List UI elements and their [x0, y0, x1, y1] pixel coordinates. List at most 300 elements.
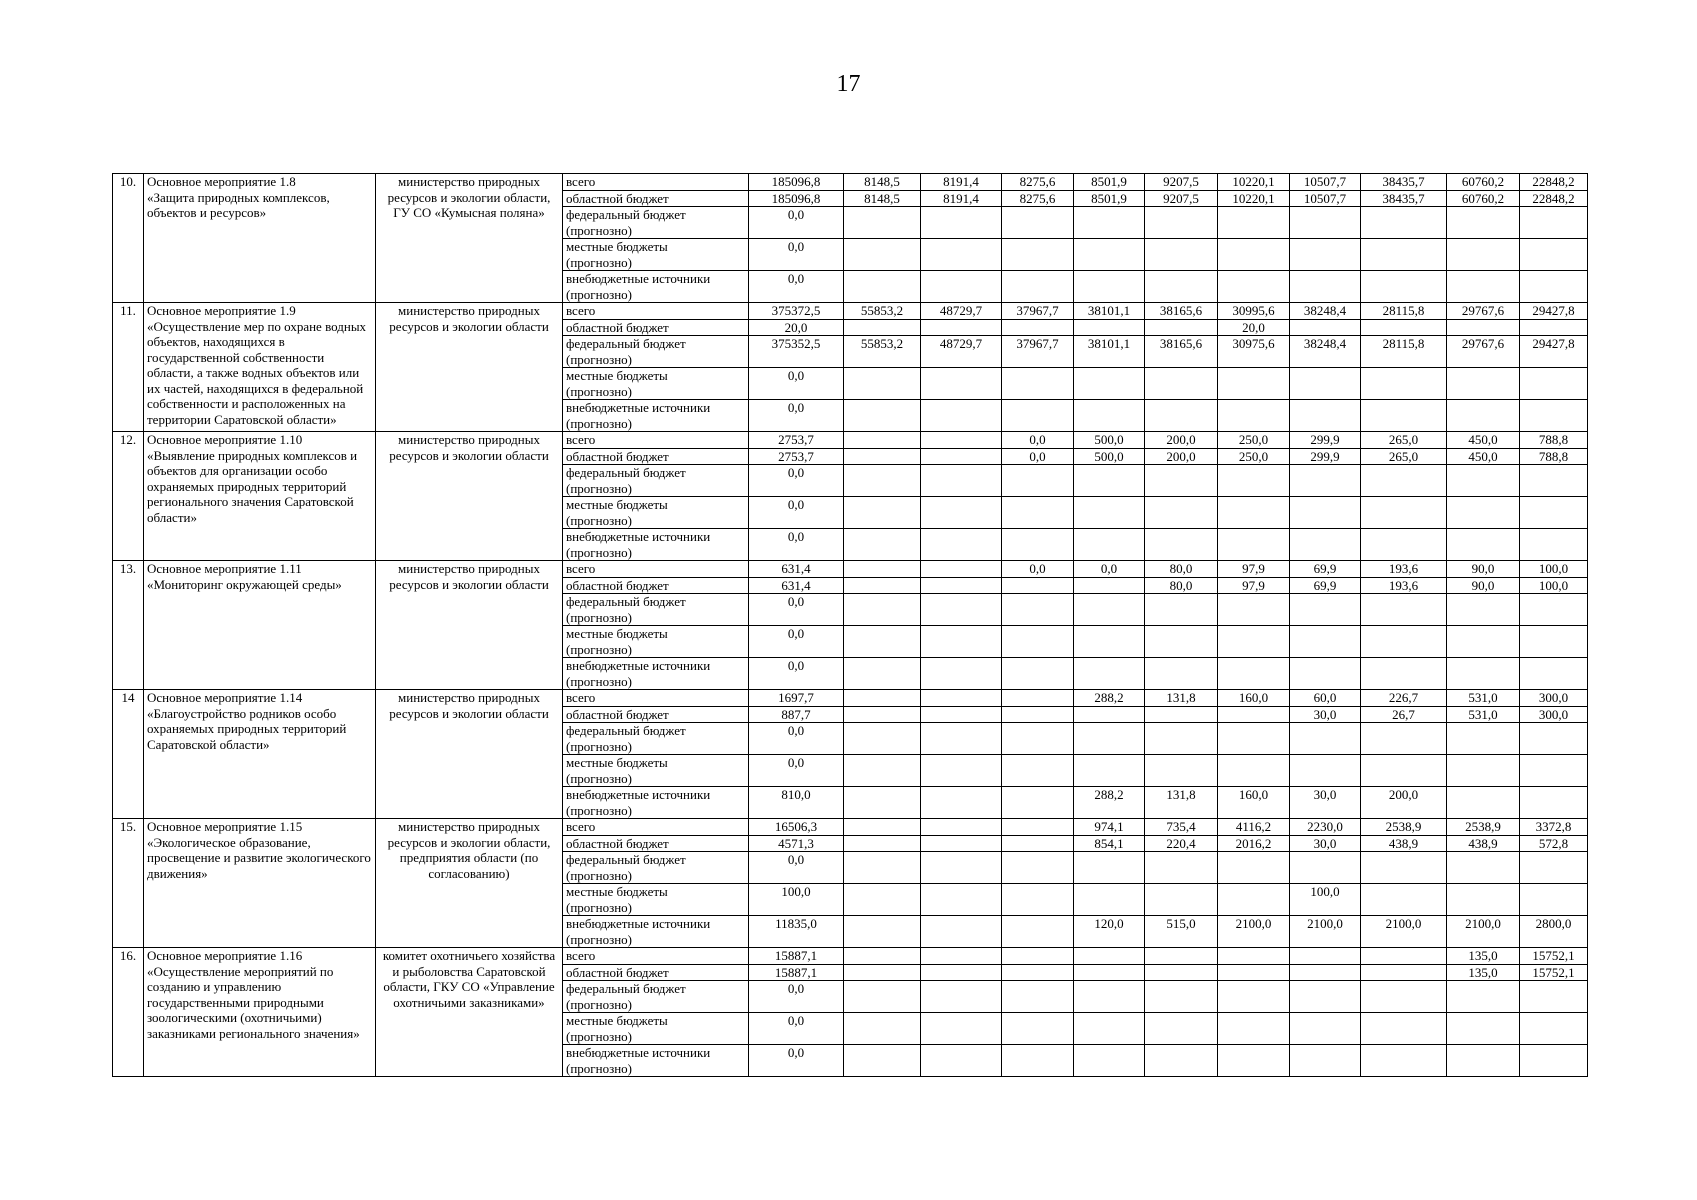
- total-cell: 1697,7: [749, 690, 844, 707]
- year-value-cell: [1074, 1013, 1145, 1045]
- year-value-cell: [1074, 981, 1145, 1013]
- year-value-cell: 2100,0: [1447, 916, 1520, 948]
- year-value-cell: [1361, 594, 1447, 626]
- year-value-cell: [1520, 239, 1588, 271]
- year-value-cell: [1520, 852, 1588, 884]
- year-value-cell: [1145, 400, 1218, 432]
- year-value-cell: [1290, 981, 1361, 1013]
- table-row: [113, 690, 1588, 707]
- year-value-cell: 20,0: [1218, 319, 1290, 336]
- budget-table: [112, 173, 1588, 1077]
- year-value-cell: [1447, 400, 1520, 432]
- year-value-cell: [844, 706, 921, 723]
- year-value-cell: [1218, 529, 1290, 561]
- funding-source: всего: [563, 948, 749, 965]
- row-number: 10.: [113, 174, 144, 303]
- year-value-cell: [921, 964, 1002, 981]
- year-value-cell: 60760,2: [1447, 190, 1520, 207]
- year-value-cell: [921, 626, 1002, 658]
- year-value-cell: [1447, 981, 1520, 1013]
- event-name: Основное мероприятие 1.9 «Осуществление мер по охране водных объектов, находящихся в государственной собственности области, а также водных объектов или их частей, находящихся в федеральной собственности и расположенных на территории Саратовской области»: [144, 303, 376, 432]
- year-value-cell: 15752,1: [1520, 948, 1588, 965]
- year-value-cell: [1447, 497, 1520, 529]
- year-value-cell: [1002, 706, 1074, 723]
- year-value-cell: [921, 529, 1002, 561]
- total-cell: 0,0: [749, 626, 844, 658]
- year-value-cell: [1290, 1045, 1361, 1077]
- year-value-cell: [1218, 400, 1290, 432]
- year-value-cell: [921, 368, 1002, 400]
- year-value-cell: 250,0: [1218, 432, 1290, 449]
- year-value-cell: [1361, 271, 1447, 303]
- event-name: Основное мероприятие 1.15 «Экологическое образование, просвещение и развитие экологического движения»: [144, 819, 376, 948]
- funding-source: областной бюджет: [563, 190, 749, 207]
- funding-source: всего: [563, 819, 749, 836]
- year-value-cell: [1074, 964, 1145, 981]
- year-value-cell: 250,0: [1218, 448, 1290, 465]
- year-value-cell: 160,0: [1218, 690, 1290, 707]
- year-value-cell: [1002, 835, 1074, 852]
- year-value-cell: 135,0: [1447, 964, 1520, 981]
- year-value-cell: 0,0: [1002, 561, 1074, 578]
- year-value-cell: [1361, 755, 1447, 787]
- year-value-cell: [1218, 884, 1290, 916]
- year-value-cell: [921, 658, 1002, 690]
- year-value-cell: 265,0: [1361, 448, 1447, 465]
- year-value-cell: 8501,9: [1074, 174, 1145, 191]
- year-value-cell: [921, 239, 1002, 271]
- year-value-cell: 100,0: [1290, 884, 1361, 916]
- year-value-cell: [1002, 594, 1074, 626]
- year-value-cell: 37967,7: [1002, 303, 1074, 320]
- year-value-cell: 29767,6: [1447, 303, 1520, 320]
- total-cell: 11835,0: [749, 916, 844, 948]
- year-value-cell: [1002, 1045, 1074, 1077]
- year-value-cell: 131,8: [1145, 690, 1218, 707]
- year-value-cell: 38165,6: [1145, 303, 1218, 320]
- year-value-cell: [844, 448, 921, 465]
- total-cell: 16506,3: [749, 819, 844, 836]
- year-value-cell: [1002, 948, 1074, 965]
- year-value-cell: [844, 755, 921, 787]
- year-value-cell: [921, 319, 1002, 336]
- year-value-cell: [844, 577, 921, 594]
- year-value-cell: [1002, 755, 1074, 787]
- total-cell: 0,0: [749, 529, 844, 561]
- year-value-cell: 226,7: [1361, 690, 1447, 707]
- year-value-cell: 100,0: [1520, 561, 1588, 578]
- year-value-cell: 160,0: [1218, 787, 1290, 819]
- year-value-cell: [1520, 884, 1588, 916]
- year-value-cell: [1218, 1013, 1290, 1045]
- year-value-cell: [1520, 368, 1588, 400]
- year-value-cell: [1361, 400, 1447, 432]
- table-row: [113, 948, 1588, 965]
- year-value-cell: 135,0: [1447, 948, 1520, 965]
- year-value-cell: [1074, 271, 1145, 303]
- funding-source: федеральный бюджет (прогнозно): [563, 207, 749, 239]
- funding-source: внебюджетные источники (прогнозно): [563, 658, 749, 690]
- year-value-cell: [1447, 1013, 1520, 1045]
- year-value-cell: 299,9: [1290, 432, 1361, 449]
- year-value-cell: [844, 561, 921, 578]
- total-cell: 4571,3: [749, 835, 844, 852]
- year-value-cell: [1002, 1013, 1074, 1045]
- year-value-cell: [1145, 529, 1218, 561]
- year-value-cell: [844, 884, 921, 916]
- funding-source: внебюджетные источники (прогнозно): [563, 271, 749, 303]
- total-cell: 0,0: [749, 755, 844, 787]
- year-value-cell: [1290, 948, 1361, 965]
- year-value-cell: [1002, 239, 1074, 271]
- year-value-cell: [1218, 239, 1290, 271]
- executor: министерство природных ресурсов и экологии области, предприятия области (по согласованию): [376, 819, 563, 948]
- year-value-cell: [844, 271, 921, 303]
- year-value-cell: 55853,2: [844, 303, 921, 320]
- year-value-cell: [1074, 577, 1145, 594]
- year-value-cell: [844, 723, 921, 755]
- year-value-cell: 450,0: [1447, 448, 1520, 465]
- year-value-cell: [1218, 465, 1290, 497]
- year-value-cell: [1290, 852, 1361, 884]
- year-value-cell: 30975,6: [1218, 336, 1290, 368]
- year-value-cell: 97,9: [1218, 577, 1290, 594]
- year-value-cell: 120,0: [1074, 916, 1145, 948]
- year-value-cell: [1074, 626, 1145, 658]
- year-value-cell: [1447, 723, 1520, 755]
- year-value-cell: [1074, 1045, 1145, 1077]
- year-value-cell: [1447, 207, 1520, 239]
- year-value-cell: [1002, 207, 1074, 239]
- year-value-cell: [1074, 239, 1145, 271]
- year-value-cell: 531,0: [1447, 690, 1520, 707]
- event-name: Основное мероприятие 1.14 «Благоустройство родников особо охраняемых природных территорий Саратовской области»: [144, 690, 376, 819]
- year-value-cell: [844, 1013, 921, 1045]
- year-value-cell: 10507,7: [1290, 190, 1361, 207]
- year-value-cell: [1145, 207, 1218, 239]
- year-value-cell: 4116,2: [1218, 819, 1290, 836]
- year-value-cell: [921, 884, 1002, 916]
- year-value-cell: [1361, 852, 1447, 884]
- year-value-cell: [1290, 594, 1361, 626]
- row-number: 16.: [113, 948, 144, 1077]
- year-value-cell: [1520, 271, 1588, 303]
- year-value-cell: [1520, 594, 1588, 626]
- year-value-cell: 531,0: [1447, 706, 1520, 723]
- year-value-cell: [1002, 368, 1074, 400]
- event-name: Основное мероприятие 1.8 «Защита природных комплексов, объектов и ресурсов»: [144, 174, 376, 303]
- total-cell: 0,0: [749, 271, 844, 303]
- year-value-cell: [1074, 529, 1145, 561]
- year-value-cell: [1447, 755, 1520, 787]
- year-value-cell: [1074, 368, 1145, 400]
- year-value-cell: [1520, 1013, 1588, 1045]
- year-value-cell: 38101,1: [1074, 303, 1145, 320]
- funding-source: всего: [563, 561, 749, 578]
- year-value-cell: [1361, 658, 1447, 690]
- year-value-cell: 29427,8: [1520, 336, 1588, 368]
- year-value-cell: [921, 207, 1002, 239]
- year-value-cell: 8191,4: [921, 174, 1002, 191]
- table-body: [113, 174, 1588, 1077]
- year-value-cell: 299,9: [1290, 448, 1361, 465]
- year-value-cell: [1145, 239, 1218, 271]
- year-value-cell: [844, 819, 921, 836]
- year-value-cell: [844, 852, 921, 884]
- year-value-cell: 90,0: [1447, 577, 1520, 594]
- year-value-cell: [1290, 755, 1361, 787]
- year-value-cell: [1145, 1045, 1218, 1077]
- year-value-cell: [1002, 577, 1074, 594]
- year-value-cell: 30,0: [1290, 787, 1361, 819]
- year-value-cell: [1218, 594, 1290, 626]
- year-value-cell: [844, 916, 921, 948]
- year-value-cell: [1002, 819, 1074, 836]
- row-number: 11.: [113, 303, 144, 432]
- year-value-cell: [1290, 529, 1361, 561]
- year-value-cell: [1145, 723, 1218, 755]
- funding-source: федеральный бюджет (прогнозно): [563, 465, 749, 497]
- year-value-cell: [1074, 497, 1145, 529]
- year-value-cell: [1520, 626, 1588, 658]
- executor: министерство природных ресурсов и экологии области: [376, 561, 563, 690]
- year-value-cell: 438,9: [1361, 835, 1447, 852]
- year-value-cell: [1002, 626, 1074, 658]
- year-value-cell: [1002, 690, 1074, 707]
- year-value-cell: [1520, 529, 1588, 561]
- year-value-cell: [1447, 271, 1520, 303]
- year-value-cell: 0,0: [1074, 561, 1145, 578]
- year-value-cell: [921, 787, 1002, 819]
- year-value-cell: [844, 497, 921, 529]
- year-value-cell: 854,1: [1074, 835, 1145, 852]
- year-value-cell: [1218, 1045, 1290, 1077]
- year-value-cell: [844, 690, 921, 707]
- year-value-cell: [921, 690, 1002, 707]
- year-value-cell: [1145, 884, 1218, 916]
- funding-source: всего: [563, 690, 749, 707]
- year-value-cell: 60760,2: [1447, 174, 1520, 191]
- year-value-cell: [1145, 626, 1218, 658]
- year-value-cell: [844, 594, 921, 626]
- funding-source: областной бюджет: [563, 835, 749, 852]
- year-value-cell: 2100,0: [1361, 916, 1447, 948]
- year-value-cell: [1002, 852, 1074, 884]
- year-value-cell: [921, 577, 1002, 594]
- total-cell: 185096,8: [749, 190, 844, 207]
- year-value-cell: [1145, 948, 1218, 965]
- year-value-cell: [1447, 658, 1520, 690]
- year-value-cell: [1218, 207, 1290, 239]
- year-value-cell: [1145, 271, 1218, 303]
- year-value-cell: [1290, 207, 1361, 239]
- total-cell: 2753,7: [749, 432, 844, 449]
- year-value-cell: 8148,5: [844, 174, 921, 191]
- total-cell: 15887,1: [749, 964, 844, 981]
- year-value-cell: [1361, 964, 1447, 981]
- year-value-cell: [1361, 884, 1447, 916]
- year-value-cell: [921, 1013, 1002, 1045]
- year-value-cell: [844, 835, 921, 852]
- funding-source: областной бюджет: [563, 448, 749, 465]
- funding-source: областной бюджет: [563, 319, 749, 336]
- year-value-cell: 38101,1: [1074, 336, 1145, 368]
- year-value-cell: 69,9: [1290, 577, 1361, 594]
- row-number: 12.: [113, 432, 144, 561]
- funding-source: федеральный бюджет (прогнозно): [563, 981, 749, 1013]
- year-value-cell: [844, 400, 921, 432]
- year-value-cell: [1520, 465, 1588, 497]
- page-number: 17: [836, 71, 861, 97]
- year-value-cell: [1002, 497, 1074, 529]
- year-value-cell: [1002, 787, 1074, 819]
- year-value-cell: [1145, 981, 1218, 1013]
- year-value-cell: [1145, 1013, 1218, 1045]
- year-value-cell: [1218, 981, 1290, 1013]
- year-value-cell: 288,2: [1074, 690, 1145, 707]
- funding-source: внебюджетные источники (прогнозно): [563, 787, 749, 819]
- year-value-cell: [1074, 465, 1145, 497]
- year-value-cell: 28115,8: [1361, 336, 1447, 368]
- year-value-cell: [1447, 884, 1520, 916]
- table-row: [113, 819, 1588, 836]
- year-value-cell: [1218, 852, 1290, 884]
- year-value-cell: 26,7: [1361, 706, 1447, 723]
- year-value-cell: [1145, 852, 1218, 884]
- executor: министерство природных ресурсов и экологии области: [376, 690, 563, 819]
- year-value-cell: [1361, 319, 1447, 336]
- year-value-cell: [1290, 239, 1361, 271]
- year-value-cell: [921, 561, 1002, 578]
- table-row: [113, 432, 1588, 449]
- year-value-cell: [844, 239, 921, 271]
- year-value-cell: [1290, 723, 1361, 755]
- year-value-cell: [1074, 319, 1145, 336]
- year-value-cell: 288,2: [1074, 787, 1145, 819]
- year-value-cell: [1520, 207, 1588, 239]
- year-value-cell: [844, 948, 921, 965]
- year-value-cell: [1002, 916, 1074, 948]
- year-value-cell: [921, 835, 1002, 852]
- row-number: 14: [113, 690, 144, 819]
- funding-source: областной бюджет: [563, 577, 749, 594]
- year-value-cell: 974,1: [1074, 819, 1145, 836]
- year-value-cell: [1074, 400, 1145, 432]
- year-value-cell: [921, 981, 1002, 1013]
- year-value-cell: [921, 465, 1002, 497]
- year-value-cell: [1361, 723, 1447, 755]
- year-value-cell: [1002, 981, 1074, 1013]
- year-value-cell: [1361, 626, 1447, 658]
- total-cell: 887,7: [749, 706, 844, 723]
- year-value-cell: [1074, 706, 1145, 723]
- year-value-cell: [921, 432, 1002, 449]
- funding-source: местные бюджеты (прогнозно): [563, 755, 749, 787]
- year-value-cell: 265,0: [1361, 432, 1447, 449]
- year-value-cell: 9207,5: [1145, 174, 1218, 191]
- executor: министерство природных ресурсов и экологии области: [376, 303, 563, 432]
- year-value-cell: [1218, 948, 1290, 965]
- funding-source: внебюджетные источники (прогнозно): [563, 529, 749, 561]
- year-value-cell: 38165,6: [1145, 336, 1218, 368]
- year-value-cell: 97,9: [1218, 561, 1290, 578]
- year-value-cell: [1361, 1013, 1447, 1045]
- year-value-cell: [1145, 594, 1218, 626]
- year-value-cell: [921, 448, 1002, 465]
- year-value-cell: 788,8: [1520, 448, 1588, 465]
- year-value-cell: [1002, 529, 1074, 561]
- year-value-cell: 0,0: [1002, 448, 1074, 465]
- table-row: [113, 303, 1588, 320]
- year-value-cell: [1074, 755, 1145, 787]
- year-value-cell: 200,0: [1361, 787, 1447, 819]
- year-value-cell: [1361, 529, 1447, 561]
- year-value-cell: 735,4: [1145, 819, 1218, 836]
- year-value-cell: [1447, 529, 1520, 561]
- year-value-cell: [844, 1045, 921, 1077]
- funding-source: местные бюджеты (прогнозно): [563, 626, 749, 658]
- year-value-cell: [1447, 626, 1520, 658]
- year-value-cell: 55853,2: [844, 336, 921, 368]
- year-value-cell: 60,0: [1290, 690, 1361, 707]
- year-value-cell: 8501,9: [1074, 190, 1145, 207]
- year-value-cell: [844, 626, 921, 658]
- year-value-cell: [921, 723, 1002, 755]
- year-value-cell: [921, 400, 1002, 432]
- total-cell: 0,0: [749, 207, 844, 239]
- year-value-cell: [1447, 319, 1520, 336]
- year-value-cell: [1145, 755, 1218, 787]
- year-value-cell: [844, 529, 921, 561]
- year-value-cell: 90,0: [1447, 561, 1520, 578]
- year-value-cell: 200,0: [1145, 448, 1218, 465]
- year-value-cell: [1290, 368, 1361, 400]
- total-cell: 0,0: [749, 1045, 844, 1077]
- year-value-cell: 28115,8: [1361, 303, 1447, 320]
- year-value-cell: 38248,4: [1290, 303, 1361, 320]
- year-value-cell: [1074, 658, 1145, 690]
- table-row: [113, 561, 1588, 578]
- year-value-cell: [921, 594, 1002, 626]
- year-value-cell: 3372,8: [1520, 819, 1588, 836]
- year-value-cell: 8275,6: [1002, 174, 1074, 191]
- year-value-cell: 131,8: [1145, 787, 1218, 819]
- year-value-cell: [1361, 497, 1447, 529]
- funding-source: местные бюджеты (прогнозно): [563, 884, 749, 916]
- year-value-cell: 30,0: [1290, 706, 1361, 723]
- funding-source: местные бюджеты (прогнозно): [563, 239, 749, 271]
- year-value-cell: [1361, 207, 1447, 239]
- year-value-cell: 69,9: [1290, 561, 1361, 578]
- year-value-cell: 22848,2: [1520, 174, 1588, 191]
- year-value-cell: [1361, 368, 1447, 400]
- year-value-cell: [1520, 319, 1588, 336]
- year-value-cell: [1145, 368, 1218, 400]
- funding-source: федеральный бюджет (прогнозно): [563, 723, 749, 755]
- total-cell: 0,0: [749, 368, 844, 400]
- funding-source: областной бюджет: [563, 706, 749, 723]
- year-value-cell: 500,0: [1074, 448, 1145, 465]
- year-value-cell: [1218, 271, 1290, 303]
- year-value-cell: [1218, 964, 1290, 981]
- year-value-cell: [921, 819, 1002, 836]
- total-cell: 0,0: [749, 852, 844, 884]
- funding-source: местные бюджеты (прогнозно): [563, 368, 749, 400]
- year-value-cell: 80,0: [1145, 561, 1218, 578]
- funding-source: внебюджетные источники (прогнозно): [563, 1045, 749, 1077]
- total-cell: 0,0: [749, 981, 844, 1013]
- year-value-cell: [1074, 852, 1145, 884]
